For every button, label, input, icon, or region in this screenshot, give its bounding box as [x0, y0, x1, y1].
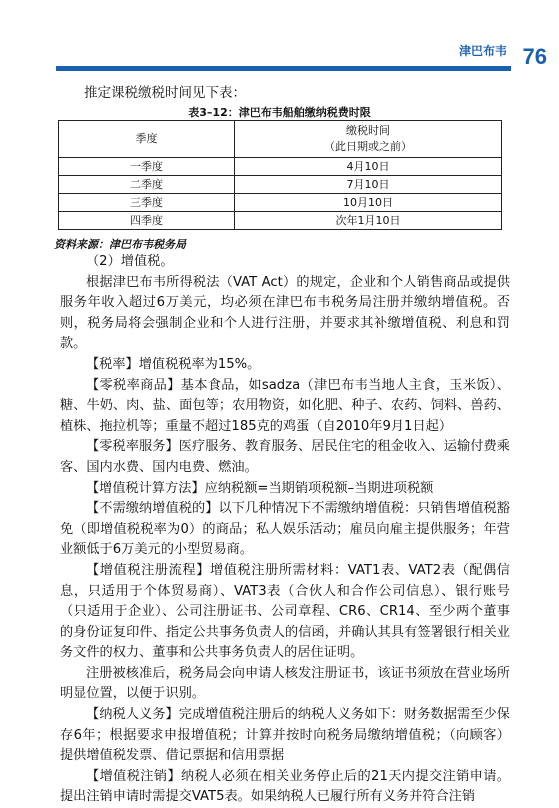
tax-deadline-table [58, 120, 502, 230]
tax-deadline-table-wrapper [58, 120, 502, 230]
intro-text: 推定课税缴税时间见下表： [84, 85, 246, 101]
body-text [60, 252, 510, 808]
paragraph: 【零税率商品】基本食品，如sadza（津巴布韦当地人主食，玉米饭）、糖、牛奶、肉、盐、面包等；农用物资，如化肥、种子、农药、饲料、兽药、植株、拖拉机等；重量不超过185克的鸡蛋（自2010年9月1日起） [60, 377, 510, 434]
quarter-cell: 三季度 [59, 194, 235, 212]
deadline-cell: 7月10日 [235, 176, 502, 194]
deadline-cell: 4月10日 [235, 158, 502, 176]
quarter-cell: 一季度 [59, 158, 235, 176]
header-rule [56, 66, 511, 71]
table-row [59, 212, 502, 230]
paragraph: 【不需缴纳增值税的】以下几种情况下不需缴纳增值税：只销售增值税豁免（即增值税税率为0）的商品；私人娱乐活动；雇员向雇主提供服务；年营业额低于6万美元的小型贸易商。 [60, 501, 510, 558]
paragraph: 【税率】增值税税率为15%。 [86, 356, 261, 372]
paragraph: 注册被核准后，税务局会向申请人核发注册证书，该证书须放在营业场所明显位置，以便于识别。 [60, 665, 510, 702]
deadline-cell: 10月10日 [235, 194, 502, 212]
table-caption: 表3–12：津巴布韦船舶缴纳税费时限 [188, 106, 371, 119]
page-number: 76 [522, 44, 547, 69]
source-note: 资料来源：津巴布韦税务局 [54, 238, 186, 251]
col-deadline-header [235, 121, 502, 158]
table-row [59, 176, 502, 194]
paragraph: 【增值税注册流程】增值税注册所需材料：VAT1表、VAT2表（配偶信息，只适用于个体贸易商）、VAT3表（合伙人和合作公司信息）、银行账号（只适用于企业）、公司注册证书、公司章程、CR6、CR14、至少两个董事的身份证复印件、指定公共事务负责人的信函，并确认其具有签署银行相关业务文件的权力、董事和公共事务负责人的居住证明。 [60, 562, 510, 661]
paragraph: 【纳税人义务】完成增值税注册后的纳税人义务如下：财务数据需至少保存6年；根据要求申报增值税；计算并按时向税务局缴纳增值税；（向顾客）提供增值税发票、借记票据和信用票据 [60, 707, 510, 764]
section-heading: （2）增值税。 [86, 254, 174, 269]
paragraph: 【增值税计算方法】应纳税额=当期销项税额–当期进项税额 [86, 480, 434, 496]
paragraph: 【零税率服务】医疗服务、教育服务、居民住宅的租金收入、运输付费乘客、国内水费、国内电费、燃油。 [60, 439, 510, 475]
quarter-cell: 四季度 [59, 212, 235, 230]
paragraph: 根据津巴布韦所得税法（VAT Act）的规定，企业和个人销售商品或提供服务年收入超过6万美元，均必须在津巴布韦税务局注册并缴纳增值税。否则，税务局将会强制企业和个人进行注册，并要求其补缴增值税、利息和罚款。 [60, 274, 510, 352]
quarter-cell: 二季度 [59, 176, 235, 194]
table-row [59, 194, 502, 212]
header-title: 津巴布韦 [458, 44, 507, 58]
deadline-cell: 次年1月10日 [235, 212, 502, 230]
table-header-row [59, 121, 502, 158]
table-row [59, 158, 502, 176]
paragraph: 【增值税注销】纳税人必须在相关业务停止后的21天内提交注销申请。提出注销申请时需提交VAT5表。如果纳税人已履行所有义务并符合注销 [60, 768, 510, 805]
col-quarter-header: 季度 [59, 121, 235, 158]
col-deadline-header-line2: （此日期或之前） [324, 140, 412, 153]
col-deadline-header-line1: 缴税时间 [346, 124, 390, 137]
